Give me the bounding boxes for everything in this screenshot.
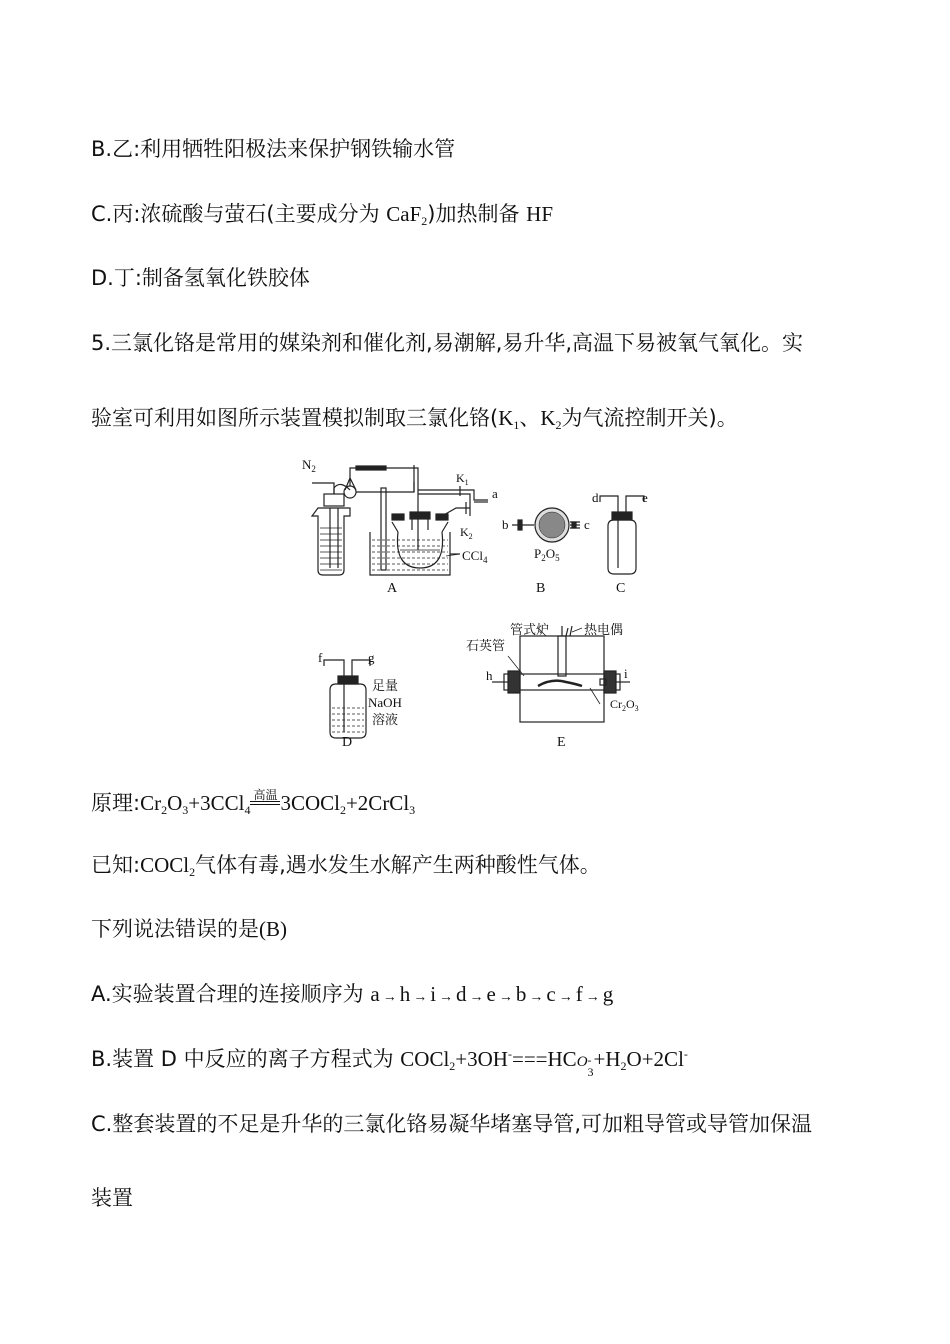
port-b-label: b bbox=[502, 517, 509, 532]
answer-option-c-line1 bbox=[91, 1109, 812, 1139]
thermocouple-label: 热电偶 bbox=[584, 623, 624, 638]
n2-label: $N_2$ bbox=[302, 457, 316, 474]
reaction-condition: 高温 bbox=[250, 788, 280, 818]
question-prompt: 下列说法错误的是 bbox=[91, 917, 259, 941]
port-g-label: g bbox=[368, 650, 375, 665]
apparatus-figure bbox=[0, 450, 950, 760]
known-line bbox=[91, 850, 601, 880]
option-b-text: B.乙:利用牺牲阳极法来保护钢铁输水管 bbox=[91, 137, 456, 161]
label-c: C bbox=[616, 581, 626, 596]
answer-option-a-label: A.实验装置合理的连接顺序为 bbox=[91, 982, 371, 1006]
answer-option-b-line bbox=[91, 1044, 688, 1077]
question-5-text1: 5.三氯化铬是常用的媒染剂和催化剂,易潮解,易升华,高温下易被氧气氧化。实 bbox=[91, 331, 804, 355]
option-c-prefix: C.丙:浓硫酸与萤石(主要成分为 bbox=[91, 202, 387, 226]
sequence-port: e bbox=[486, 982, 496, 1006]
option-c-mid: )加热制备 bbox=[427, 202, 527, 226]
sequence-port: f bbox=[575, 982, 583, 1006]
sequence-port: h bbox=[399, 982, 411, 1006]
apparatus-c bbox=[600, 496, 644, 574]
answer: (B) bbox=[259, 917, 287, 941]
k2-label: $K_2$ bbox=[460, 525, 473, 541]
principle-products: 3COCl$_2$+2CrCl$_3$ bbox=[280, 791, 416, 817]
question-5-text2b: 为气流控制开关)。 bbox=[561, 406, 738, 430]
principle-line bbox=[91, 788, 415, 818]
sequence-port: a bbox=[370, 982, 380, 1006]
option-c-line bbox=[91, 199, 553, 229]
furnace-label: 管式炉 bbox=[510, 623, 550, 638]
sequence-port: c bbox=[546, 982, 556, 1006]
option-b-line bbox=[91, 134, 455, 164]
port-d-label: d bbox=[592, 490, 599, 505]
hf-formula: HF bbox=[526, 202, 554, 226]
question-5-line1 bbox=[91, 328, 803, 358]
d-label-3: 溶液 bbox=[372, 713, 399, 728]
k1-label: $K_1$ bbox=[456, 471, 469, 487]
sequence-arrow: → bbox=[439, 990, 454, 1005]
sequence-arrow: → bbox=[558, 990, 573, 1005]
ccl4-label: CCl$_4$ bbox=[462, 548, 488, 565]
port-h-label: h bbox=[486, 668, 493, 683]
label-a: A bbox=[387, 581, 398, 596]
sequence-port: b bbox=[515, 982, 527, 1006]
d-label-1: 足量 bbox=[372, 679, 399, 694]
d-label-2: NaOH bbox=[368, 695, 402, 710]
answer-option-c-line2 bbox=[91, 1183, 133, 1213]
port-f-label: f bbox=[318, 650, 323, 665]
p2o5-label: $P_2O_5$ bbox=[534, 546, 560, 563]
cocl2-formula: COCl$_2$ bbox=[140, 853, 196, 879]
sequence-arrow: → bbox=[585, 990, 600, 1005]
sequence-arrow: → bbox=[382, 990, 397, 1005]
k2-symbol: $K_2$ bbox=[540, 406, 562, 432]
answer-option-c-text1: C.整套装置的不足是升华的三氯化铬易凝华堵塞导管,可加粗导管或导管加保温 bbox=[91, 1112, 813, 1136]
option-d-line bbox=[91, 263, 310, 293]
answer-option-a-line bbox=[91, 979, 613, 1013]
cr2o3-label: $Cr_2O_3$ bbox=[610, 697, 639, 713]
separator: 、 bbox=[519, 406, 541, 430]
port-i-label: i bbox=[624, 666, 628, 681]
question-5-text2a: 验室可利用如图所示装置模拟制取三氯化铬( bbox=[91, 406, 499, 430]
apparatus-b bbox=[512, 508, 580, 542]
sequence-arrow: → bbox=[529, 990, 544, 1005]
principle-reactants: $Cr_2O_3+3CCl_4$ bbox=[140, 791, 251, 817]
option-d-text: D.丁:制备氢氧化铁胶体 bbox=[91, 266, 310, 290]
sequence-arrow: → bbox=[413, 990, 428, 1005]
label-e: E bbox=[557, 735, 566, 750]
known-label: 已知: bbox=[91, 853, 141, 877]
label-d: D bbox=[342, 735, 353, 750]
question-5-line2 bbox=[91, 403, 738, 433]
sequence-port: d bbox=[456, 982, 467, 1006]
sequence-arrow: → bbox=[469, 990, 484, 1005]
question-prompt-line bbox=[91, 914, 287, 944]
answer-option-b-label: B.装置 D 中反应的离子方程式为 bbox=[91, 1047, 401, 1071]
sequence-port: i bbox=[430, 982, 437, 1006]
apparatus-d bbox=[324, 660, 370, 738]
quartz-tube-label: 石英管 bbox=[466, 639, 506, 654]
sequence-arrow: → bbox=[498, 990, 513, 1005]
caf2-formula: CaF$_2$ bbox=[386, 202, 428, 228]
connection-sequence bbox=[370, 982, 613, 1006]
known-text: 气体有毒,遇水发生水解产生两种酸性气体。 bbox=[195, 853, 601, 877]
port-c-label: c bbox=[584, 517, 590, 532]
answer-option-c-text2: 装置 bbox=[91, 1186, 133, 1210]
label-b: B bbox=[536, 581, 546, 596]
k1-symbol: $K_1$ bbox=[498, 406, 520, 432]
principle-label: 原理: bbox=[91, 791, 141, 815]
sequence-port: g bbox=[602, 982, 614, 1006]
port-a-label: a bbox=[492, 486, 498, 501]
port-e-label: e bbox=[642, 490, 648, 505]
ionic-equation: COCl$_2$+3OH-===HCO - 3 $+H_2O+2Cl^-$ bbox=[400, 1047, 688, 1079]
